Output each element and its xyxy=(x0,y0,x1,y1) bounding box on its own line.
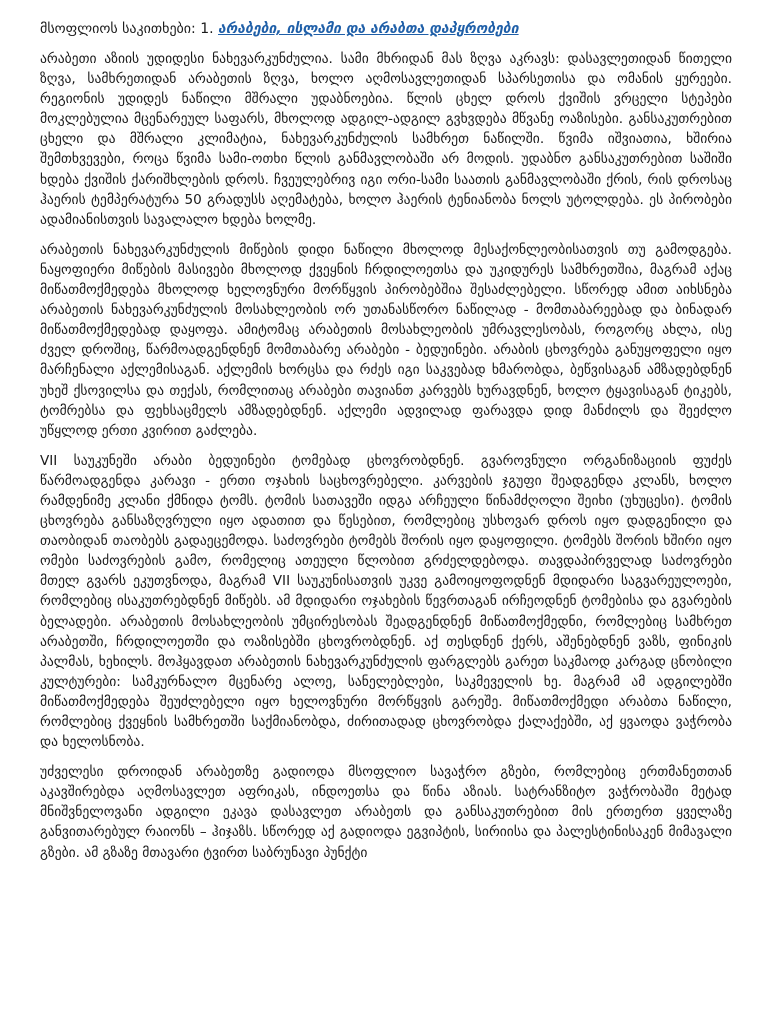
article-title-link[interactable]: არაბები, ისლამი და არაბთა დაპყრობები xyxy=(218,21,519,37)
paragraph-trade-routes: უძველესი დროიდან არაბეთზე გადიოდა მსოფლიო სავაჭრო გზები, რომლებიც ერთმანეთთან აკავშირებდა აღმოსავლეთ აფრიკას, ინდოეთსა და წინა აზიას. სატრანზიტო ვაჭრობაში მეტად მნიშვნელოვანი ადგილი ეკავა დასავლეთ არაბეთს და განსაკუთრებით მის ერთერთ ყველაზე განვითარებულ რაიონს – ჰიჯაზს. სწორედ აქ გადიოდა ეგვიპტის, სირიისა და პალესტინისაკენ მიმავალი გზები. ამ გზაზე მთავარი ტვირთ საბრუნავი პუნქტი xyxy=(40,764,732,861)
paragraph-population: არაბეთის ნახევარკუნძულის მიწების დიდი ნაწილი მხოლოდ მესაქონლეობისათვის თუ გამოდგება. ნაყოფიერი მიწების მასივები მხოლოდ ქვეყნის ჩრდილოეთსა და უკიდურეს სამხრეთშია, მაგრამ აქაც მიწათმოქმედება მხოლოდ ხელოვნური მორწყვის პირობებშია შესაძლებელი. სწორედ ამით აიხსნება არაბეთის ნახევარკუნძულის მოსახლეობის ორ უთანასწორო ნაწილად - მომთაბარეებად და ბინადარ მიწათმოქმედებად დაყოფა. ამიტომაც არაბეთის მოსახლეობის უმრავლესობას, როგორც ახლა, ისე ძველ დროშიც, წარმოადგენდნენ მომთაბარე არაბები - ბედუინები. არაბის ცხოვრება განუყოფელი იყო მარჩენალი აქლემისაგან. აქლემის ხორცსა და რძეს იგი საკვებად ხმარობდა, ბეწვისაგან ამზადებდნენ უხეშ ქსოვილსა და თექას, რომლითაც არაბები თავიანთ კარვებს ხურავდნენ, ხოლო ტყავისაგან ტიკებს, ტომრებსა და ფეხსაცმელს ამზადებდნენ. აქლემი ადვილად ფარავდა დიდ მანძილს და შეეძლო უწყლოდ ერთი კვირით გაძლება. xyxy=(40,241,732,439)
paragraph-tribes: VII საუკუნეში არაბი ბედუინები ტომებად ცხოვრობდნენ. გვაროვნული ორგანიზაციის ფუძეს წარმოადგენდა კარავი - ერთი ოჯახის საცხოვრებელი. კარვების ჯგუფი შეადგენდა კლანს, ხოლო რამდენიმე კლანი ქმნიდა ტომს. ტომის სათავეში იდგა არჩეული წინამძღოლი შეიხი (უხუცესი). ტომის ცხოვრება განსაზღვრული იყო ადათით და წესებით, რომლებიც უსხოვარ დროს იყო დადგენილი და თაობიდან თაობებს გადაეცემოდა. საძოვრები ტომებს შორის იყო დაყოფილი. ტომებს შორის ხშირი იყო ომები საძოვრების გამო, რომელიც ათეული წლობით გრძელდებოდა. თავდაპირველად საძოვრები მთელ გვარს ეკუთვნოდა, მაგრამ VII საუკუნისათვის უკვე გამოიყოფოდნენ მდიდარი საგვარეულოები, რომლებიც ისაკუთრებდნენ მიწებს. ამ მდიდარი ოჯახების წევრთაგან ირჩეოდნენ ტომებისა და გვარების ბელადები. არაბეთის მოსახლეობის უმცირესობას შეადგენდნენ მიწათმოქმედნი, რომლებიც სამხრეთ არაბეთში, ჩრდილოეთში და ოაზისებში ცხოვრობდნენ. აქ თესდნენ ქერს, აშენებდნენ ვაზს, ფინიკის პალმას, ხეხილს. მოჰყავდათ არაბეთის ნახევარკუნძულის ფარგლებს გარეთ საკმაოდ კარგად ცნობილი კულტურები: სამკურნალო მცენარე ალოე, სანელებლები, საკმეველის ხე. მაგრამ ამ ადგილებში მიწათმოქმედება შეუძლებელი იყო ხელოვნური მორწყვის გარეშე. მიწათმოქმედი არაბთა ნაწილი, რომლებიც ქვეყნის სამხრეთში საქმიანობდა, ძირითადად ცხოვრობდა ქალაქებში, აქ ყვაოდა ვაჭრობა და ხელოსნობა. xyxy=(40,452,732,751)
breadcrumb xyxy=(40,17,732,41)
breadcrumb-prefix: მსოფლიოს საკითხები: 1. xyxy=(40,21,219,37)
paragraph-geography: არაბეთი აზიის უდიდესი ნახევარკუნძულია. სამი მხრიდან მას ზღვა აკრავს: დასავლეთიდან წითელი ზღვა, სამხრეთიდან არაბეთის ზღვა, ხოლო აღმოსავლეთიდან სპარსეთისა და ომანის ყურეები. რეგიონის უდიდეს ნაწილი მშრალი უდაბნოებია. წლის ცხელ დროს ქვიშის ვრცელი სტეპები მოკლებულია მცენარეულ საფარს, მხოლოდ ადგილ-ადგილ გვხვდება მწვანე ოაზისები. განსაკუთრებით ცხელი და მშრალი კლიმატია, ნახევარკუნძულის სამხრეთ ნაწილში. წვიმა იშვიათია, ხშირია შემთხვევები, როცა წვიმა სამი-ოთხი წლის განმავლობაში არ მოდის. უდაბნო განსაკუთრებით საშიში ხდება ქვიშის ქარიშხლების დროს. ჩვეულებრივ იგი ორი-სამი საათის განმავლობაში ქრის, რის დროსაც ჰაერის ტემპერატურა 50 გრადუსს აღემატება, ხოლო ჰაერის ტენიანობა ნოლს უტოლდება. ეს პირობები ადამიანისთვის სავალალო ხდება ხოლმე. xyxy=(40,51,732,228)
